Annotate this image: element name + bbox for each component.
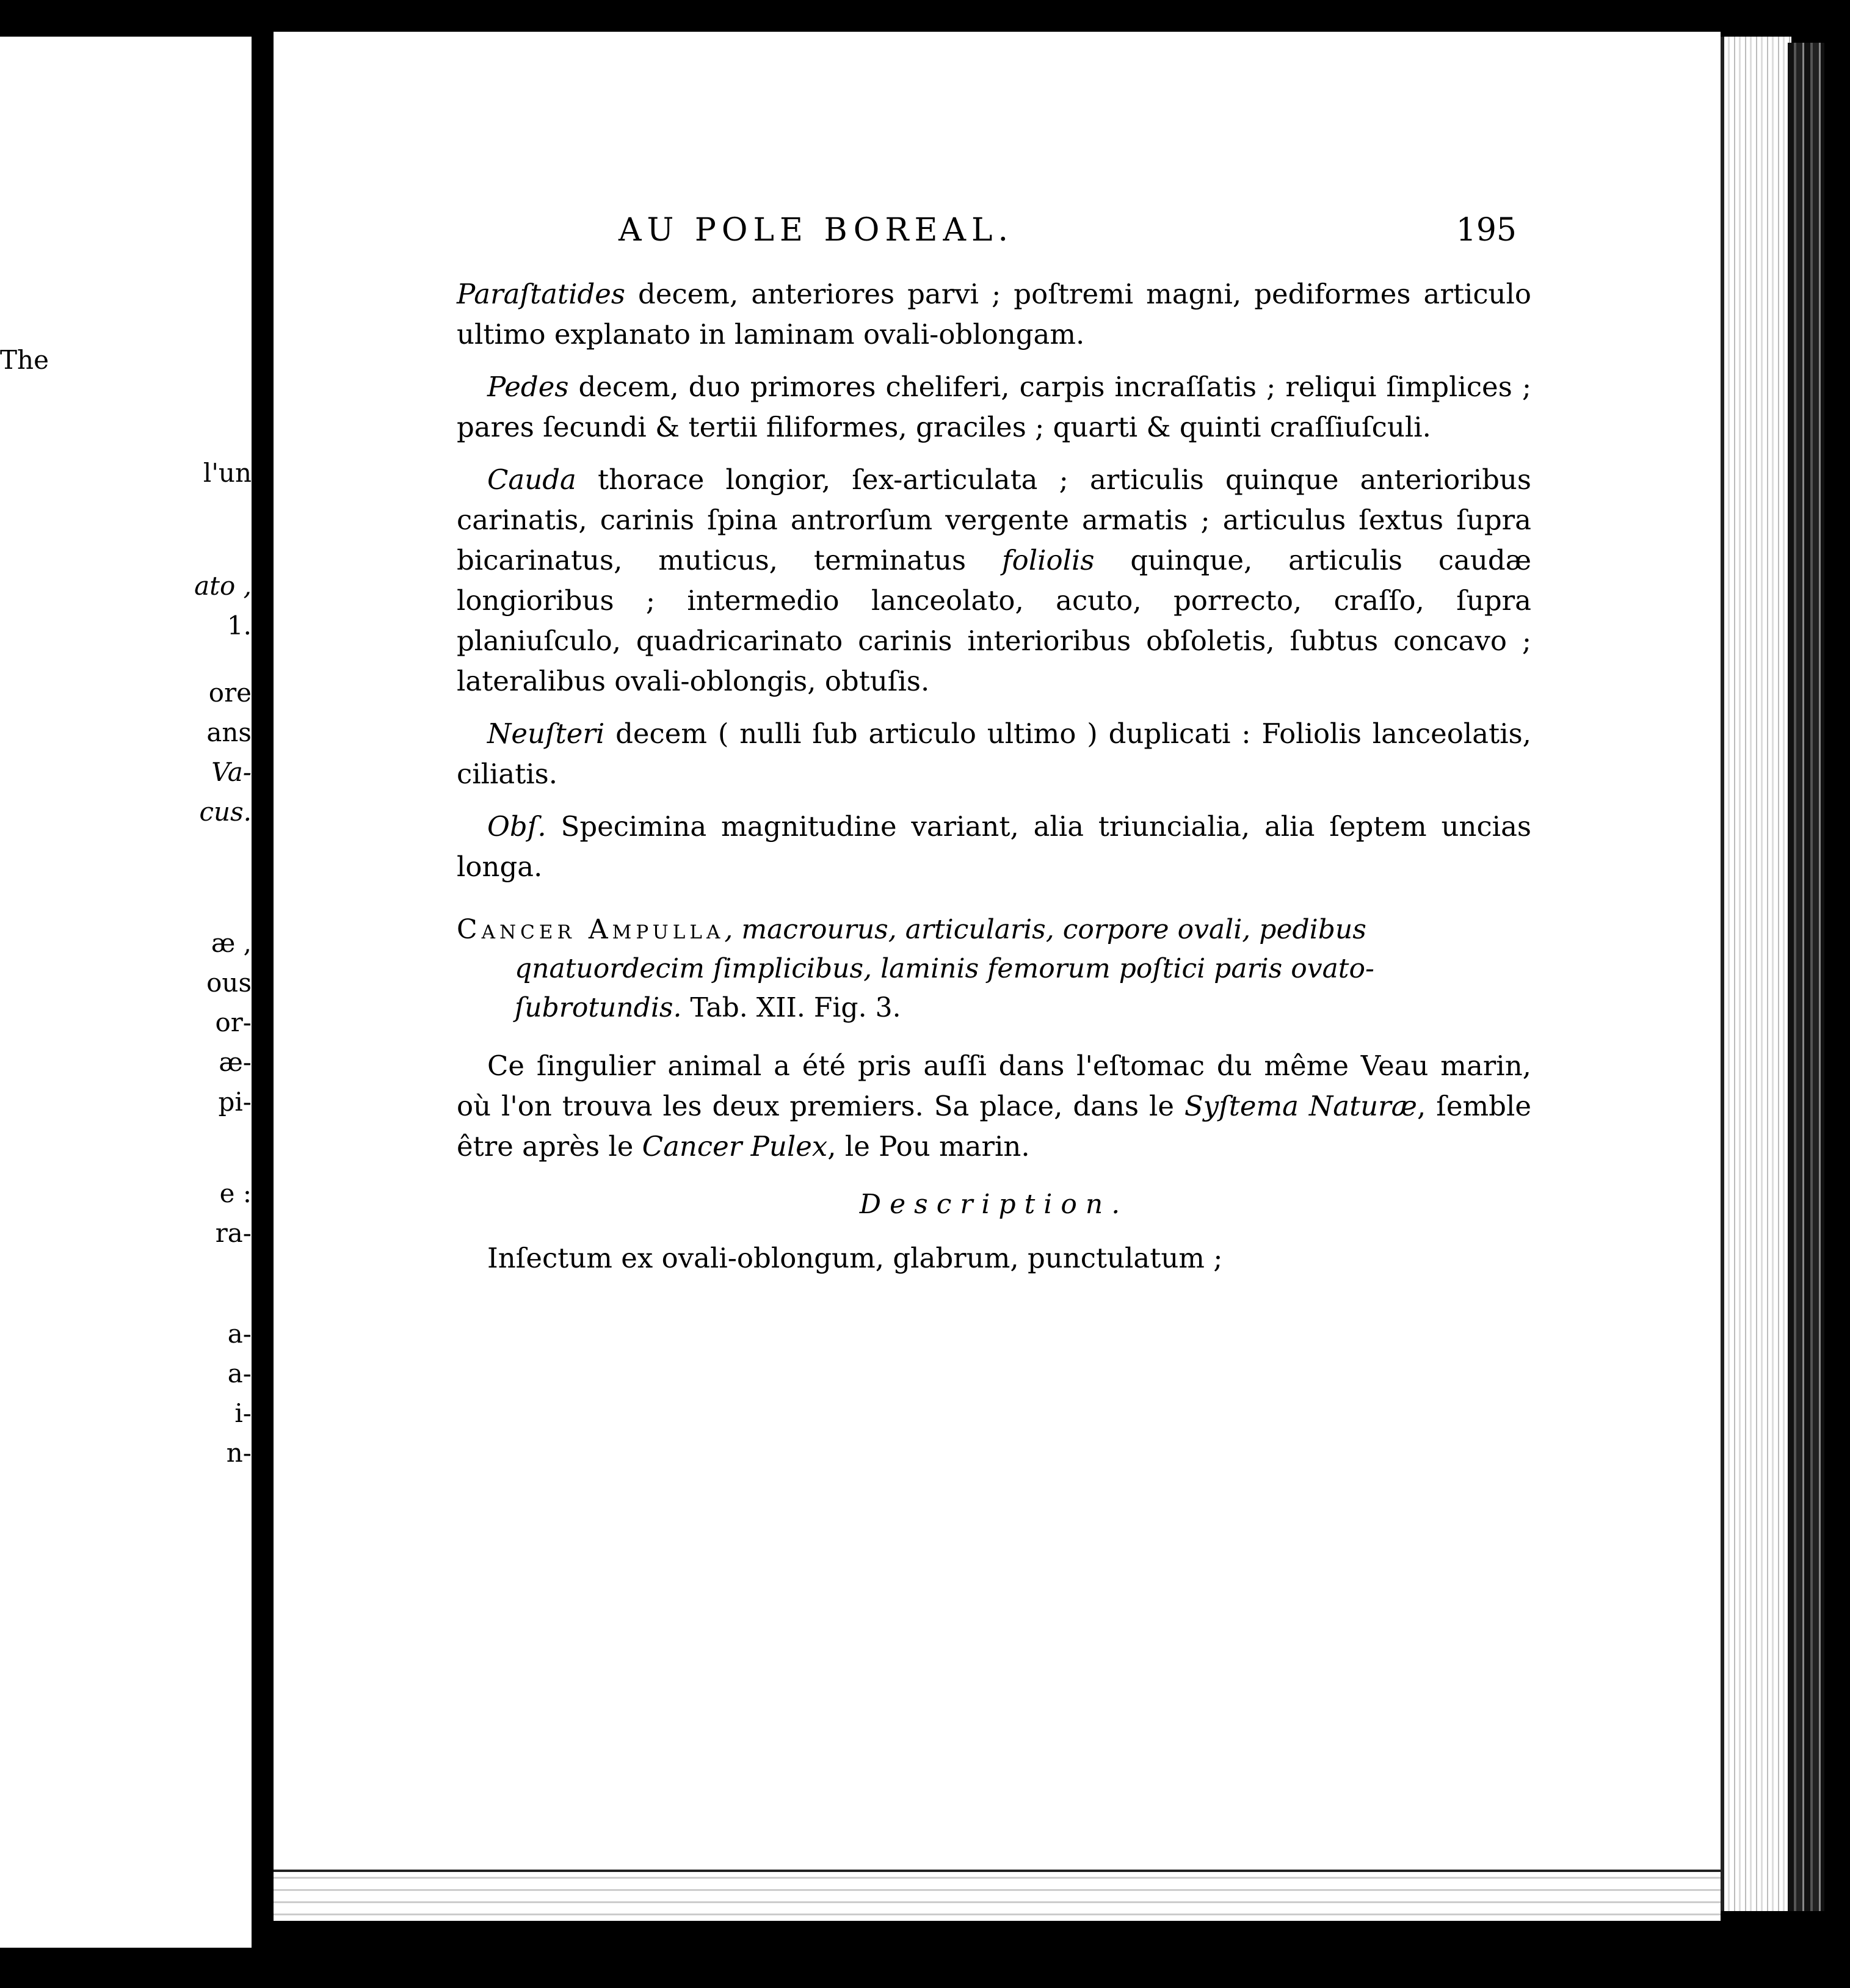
page-number: 195 bbox=[1456, 212, 1517, 248]
left-page-fragment: æ , bbox=[211, 928, 252, 958]
paragraph-text: thorace longior, ſex-articulata ; articulis quinque anterioribus carinatis, carinis ſpina antrorſum vergente armatis ; articulus ſextus ſupra bicarinatus, muticus, terminatus bbox=[457, 463, 1531, 576]
page-title: AU POLE BOREAL. bbox=[618, 212, 1014, 248]
paragraph-lead: Pedes bbox=[487, 371, 569, 403]
left-page-fragment: ore bbox=[208, 678, 252, 708]
left-page-fragment: i- bbox=[234, 1398, 252, 1428]
book-fore-edge bbox=[1721, 37, 1791, 1911]
paragraph-parastatides bbox=[457, 274, 1531, 355]
left-page-fragment: The bbox=[0, 345, 49, 375]
running-head bbox=[457, 212, 1531, 261]
paragraph-text: Ce ſingulier animal a été pris auſſi dans l'eſtomac du même Veau marin, où l'on trouva les deux premiers. Sa place, dans le bbox=[457, 1050, 1531, 1122]
paragraph-text: quinque, articulis caudæ longioribus ; intermedio lanceolato, acuto, porrecto, craſſo, ſupra planiuſculo, quadricarinato carinis interioribus obſoletis, ſubtus concavo ; lateralibus ovali-oblongis, obtuſis. bbox=[457, 544, 1531, 697]
paragraph-french bbox=[457, 1046, 1531, 1167]
species-diagnosis: , macrourus, articularis, corpore ovali, pedibus qnatuordecim ſimplicibus, laminis femorum poſtici paris ovato-ſubrotundis. bbox=[515, 914, 1374, 1023]
text-column bbox=[457, 212, 1531, 1291]
left-page-fragment: l'un bbox=[203, 458, 252, 488]
left-page-fragment: a- bbox=[227, 1359, 252, 1388]
paragraph-cauda bbox=[457, 460, 1531, 702]
left-page-fragment: ous bbox=[206, 968, 252, 998]
left-page-fragment: e : bbox=[219, 1178, 252, 1208]
paragraph-pedes bbox=[457, 367, 1531, 448]
left-page-fragment: or- bbox=[215, 1007, 252, 1037]
paragraph-italic: foliolis bbox=[1001, 544, 1095, 576]
book-fore-edge-shadow bbox=[1788, 43, 1824, 1911]
paragraph-text: decem, anteriores parvi ; poſtremi magni, pediformes articulo ultimo explanato in laminam ovali-oblongam. bbox=[457, 278, 1531, 350]
left-page-fragment: a- bbox=[227, 1319, 252, 1349]
paragraph-obs bbox=[457, 807, 1531, 887]
left-page-fragment: æ- bbox=[219, 1047, 252, 1077]
left-page-fragment: pi- bbox=[218, 1087, 252, 1117]
left-page-fragment: ato , bbox=[194, 571, 252, 601]
paragraph-neusteri bbox=[457, 714, 1531, 794]
book-gutter bbox=[252, 24, 274, 1972]
paragraph-lead: Obſ. bbox=[487, 810, 546, 843]
species-name: Cancer Ampulla bbox=[457, 914, 725, 945]
paragraph-text: decem ( nulli ſub articulo ultimo ) duplicati : Foliolis lanceolatis, ciliatis. bbox=[457, 717, 1531, 790]
paragraph-text: , le Pou marin. bbox=[827, 1130, 1030, 1163]
paragraph-lead: Neuſteri bbox=[487, 717, 605, 750]
paragraph-italic: Cancer Pulex bbox=[642, 1130, 828, 1163]
species-heading bbox=[457, 910, 1531, 1028]
paragraph-text: Specimina magnitudine variant, alia triuncialia, alia ſeptem uncias longa. bbox=[457, 810, 1531, 883]
plate-reference: Tab. XII. Fig. 3. bbox=[681, 992, 901, 1023]
left-page-fragment: Va- bbox=[211, 757, 252, 787]
left-page-fragment: n- bbox=[226, 1438, 252, 1468]
left-page-fragment: cus. bbox=[199, 797, 252, 827]
paragraph-text: Inſectum ex ovali-oblongum, glabrum, punctulatum ; bbox=[487, 1242, 1223, 1274]
left-page-fragment: 1. bbox=[227, 611, 252, 640]
left-facing-page bbox=[0, 37, 252, 1948]
paragraph-text: decem, duo primores cheliferi, carpis incraſſatis ; reliqui ſimplices ; pares ſecundi & tertii filiformes, graciles ; quarti & quinti craſſiuſculi. bbox=[457, 371, 1531, 443]
page-bottom-edge bbox=[274, 1870, 1721, 1921]
left-page-fragment: ans bbox=[206, 717, 252, 747]
left-page-fragment: ra- bbox=[215, 1218, 252, 1248]
paragraph-lead: Cauda bbox=[487, 463, 576, 496]
paragraph-text: , ſemble être après le bbox=[457, 1090, 1531, 1163]
paragraph-italic: Syſtema Naturæ bbox=[1184, 1090, 1417, 1122]
main-page bbox=[274, 32, 1721, 1870]
paragraph-lead: Paraſtatides bbox=[457, 278, 625, 310]
section-title: Description. bbox=[859, 1189, 1129, 1220]
paragraph-description bbox=[457, 1238, 1531, 1279]
